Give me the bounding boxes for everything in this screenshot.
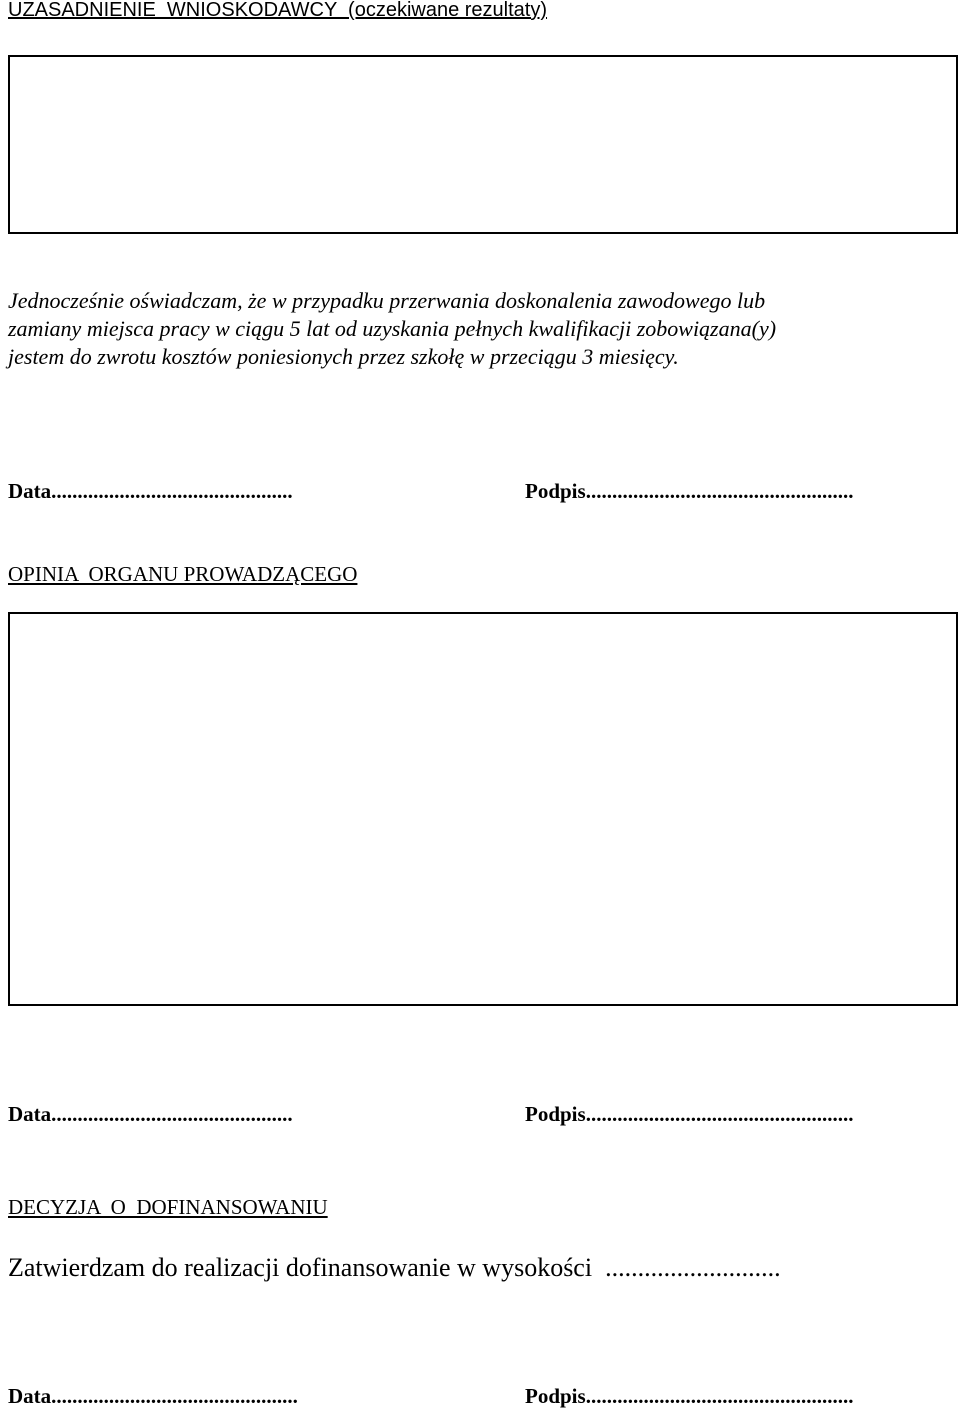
declaration-line: Jednocześnie oświadczam, że w przypadku przerwania doskonalenia zawodowego lub bbox=[8, 288, 766, 313]
section-heading-justification: UZASADNIENIE WNIOSKODAWCY (oczekiwane rezultaty) bbox=[8, 0, 548, 21]
decision-text: Zatwierdzam do realizacji dofinansowanie w wysokości ........................... bbox=[8, 1253, 781, 1282]
signature-field-3[interactable]: Podpis................................................... bbox=[525, 1384, 854, 1408]
signature-field-1[interactable]: Podpis................................................... bbox=[525, 479, 854, 503]
section-heading-opinion: OPINIA ORGANU PROWADZĄCEGO bbox=[8, 562, 358, 586]
date-field-3[interactable]: Data............................................... bbox=[8, 1384, 298, 1408]
declaration-line: zamiany miejsca pracy w ciągu 5 lat od uzyskania pełnych kwalifikacji zobowiązana(y) bbox=[8, 316, 777, 341]
declaration-text bbox=[8, 287, 948, 371]
justification-field[interactable] bbox=[8, 55, 958, 234]
opinion-field[interactable] bbox=[8, 612, 958, 1006]
date-field-2[interactable]: Data.............................................. bbox=[8, 1102, 293, 1126]
declaration-line: jestem do zwrotu kosztów poniesionych przez szkołę w przeciągu 3 miesięcy. bbox=[8, 344, 679, 369]
date-field-1[interactable]: Data.............................................. bbox=[8, 479, 293, 503]
signature-field-2[interactable]: Podpis................................................... bbox=[525, 1102, 854, 1126]
section-heading-decision: DECYZJA O DOFINANSOWANIU bbox=[8, 1195, 328, 1219]
